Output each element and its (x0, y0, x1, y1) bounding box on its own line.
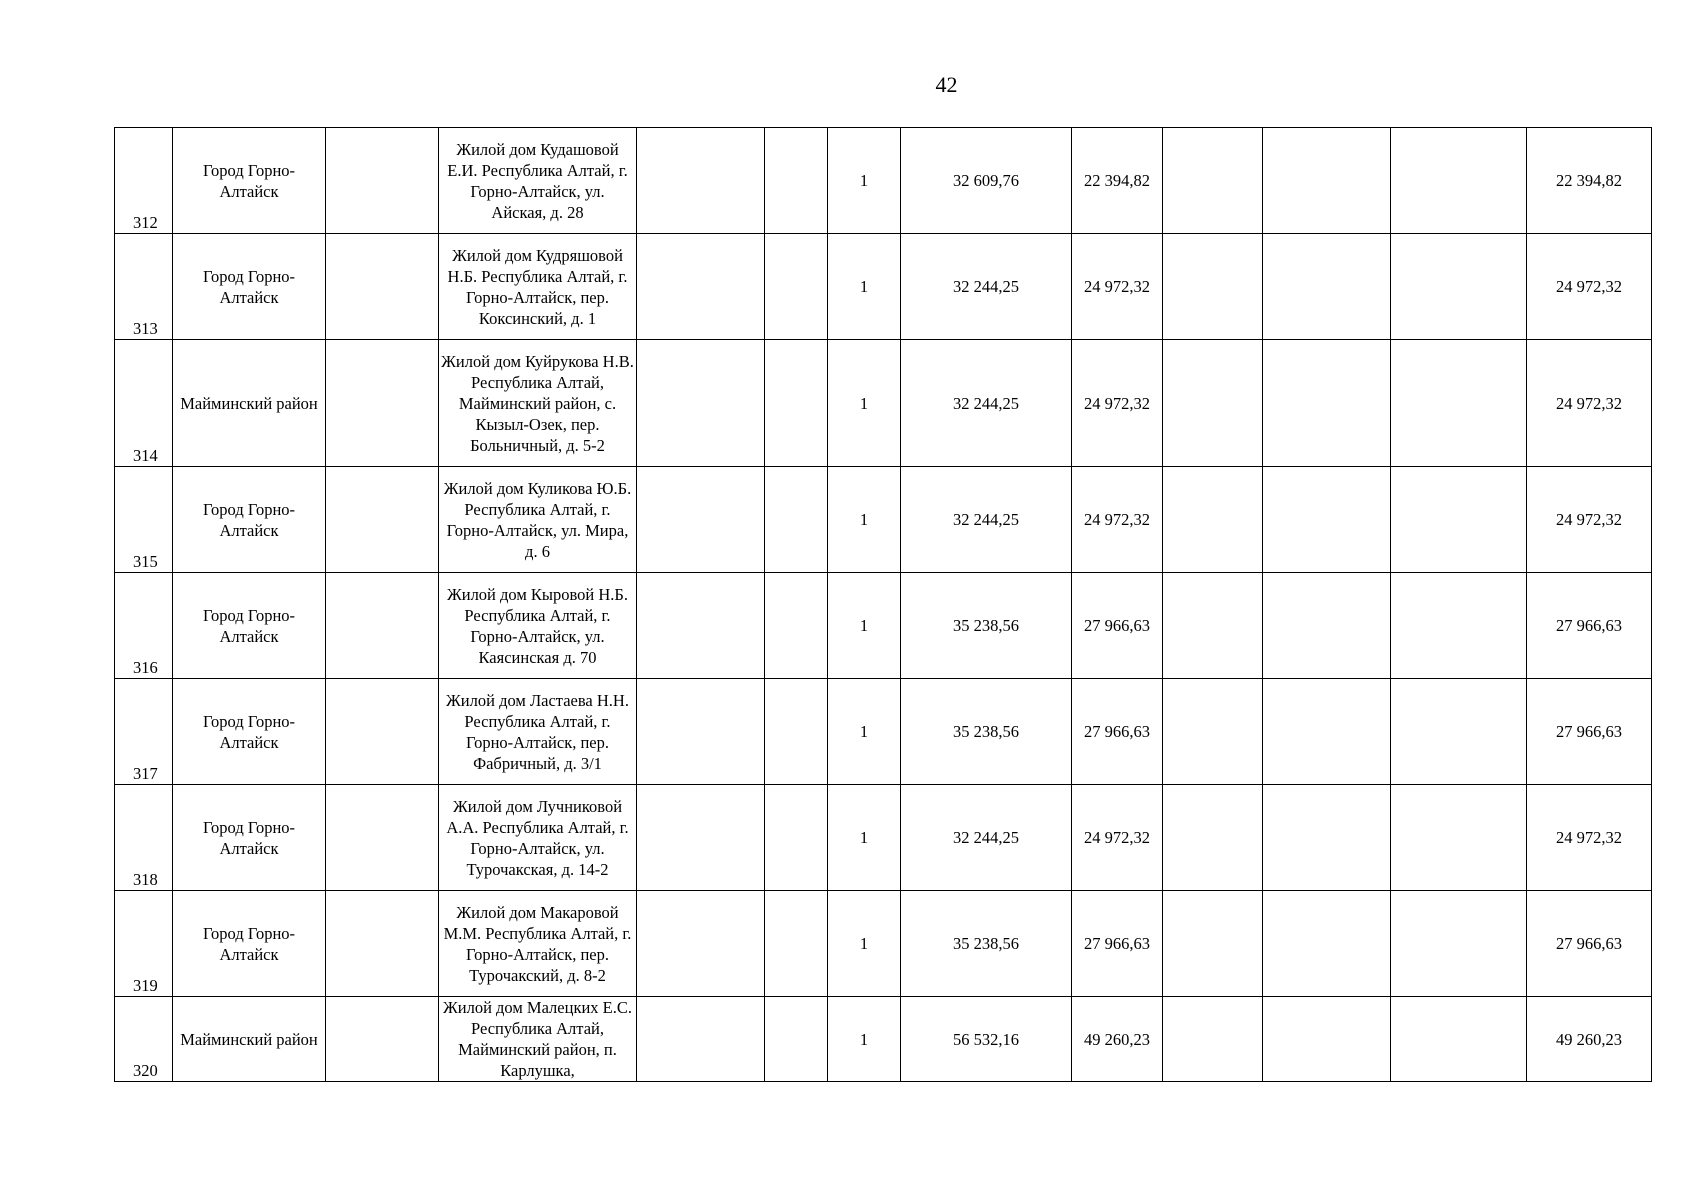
total-cell: 32 609,76 (901, 128, 1072, 234)
empty-cell (765, 340, 828, 467)
municipality-cell: Город Горно-Алтайск (173, 128, 326, 234)
municipality-cell: Город Горно-Алтайск (173, 467, 326, 573)
address-cell: Жилой дом Куйрукова Н.В. Республика Алтай, Майминский район, с. Кызыл-Озек, пер. Больничный, д. 5-2 (439, 340, 637, 467)
amount-cell: 24 972,32 (1072, 785, 1163, 891)
municipality-cell: Майминский район (173, 997, 326, 1082)
empty-cell (1163, 467, 1263, 573)
table-row (115, 997, 1652, 1082)
total-cell: 32 244,25 (901, 467, 1072, 573)
table-row (115, 128, 1652, 234)
final-cell: 24 972,32 (1527, 467, 1652, 573)
count-cell: 1 (828, 891, 901, 997)
empty-cell (1391, 340, 1527, 467)
final-cell: 24 972,32 (1527, 234, 1652, 340)
total-cell: 32 244,25 (901, 340, 1072, 467)
row-number: 314 (115, 340, 173, 467)
row-number: 317 (115, 679, 173, 785)
empty-cell (1163, 128, 1263, 234)
count-cell: 1 (828, 128, 901, 234)
amount-cell: 27 966,63 (1072, 891, 1163, 997)
address-cell: Жилой дом Ластаева Н.Н. Республика Алтай, г. Горно-Алтайск, пер. Фабричный, д. 3/1 (439, 679, 637, 785)
final-cell: 27 966,63 (1527, 891, 1652, 997)
empty-cell (326, 891, 439, 997)
empty-cell (637, 891, 765, 997)
final-cell: 27 966,63 (1527, 573, 1652, 679)
address-cell: Жилой дом Лучниковой А.А. Республика Алтай, г. Горно-Алтайск, ул. Турочакская, д. 14-2 (439, 785, 637, 891)
empty-cell (637, 234, 765, 340)
empty-cell (765, 679, 828, 785)
row-number: 319 (115, 891, 173, 997)
table-row (115, 467, 1652, 573)
row-number: 318 (115, 785, 173, 891)
empty-cell (326, 679, 439, 785)
empty-cell (326, 340, 439, 467)
table-row (115, 679, 1652, 785)
address-cell: Жилой дом Куликова Ю.Б. Республика Алтай, г. Горно-Алтайск, ул. Мира, д. 6 (439, 467, 637, 573)
empty-cell (765, 234, 828, 340)
total-cell: 35 238,56 (901, 891, 1072, 997)
total-cell: 35 238,56 (901, 679, 1072, 785)
count-cell: 1 (828, 573, 901, 679)
empty-cell (765, 573, 828, 679)
empty-cell (326, 234, 439, 340)
empty-cell (1391, 128, 1527, 234)
empty-cell (765, 997, 828, 1082)
data-table (114, 127, 1652, 1082)
count-cell: 1 (828, 234, 901, 340)
empty-cell (1263, 467, 1391, 573)
total-cell: 32 244,25 (901, 785, 1072, 891)
empty-cell (1263, 679, 1391, 785)
table-body (115, 128, 1652, 1082)
row-number: 315 (115, 467, 173, 573)
final-cell: 22 394,82 (1527, 128, 1652, 234)
municipality-cell: Майминский район (173, 340, 326, 467)
table-row (115, 785, 1652, 891)
amount-cell: 22 394,82 (1072, 128, 1163, 234)
count-cell: 1 (828, 467, 901, 573)
amount-cell: 49 260,23 (1072, 997, 1163, 1082)
count-cell: 1 (828, 997, 901, 1082)
address-cell: Жилой дом Кудряшовой Н.Б. Республика Алтай, г. Горно-Алтайск, пер. Коксинский, д. 1 (439, 234, 637, 340)
empty-cell (1391, 997, 1527, 1082)
final-cell: 24 972,32 (1527, 340, 1652, 467)
empty-cell (637, 467, 765, 573)
empty-cell (1391, 234, 1527, 340)
municipality-cell: Город Горно-Алтайск (173, 234, 326, 340)
address-cell: Жилой дом Кыровой Н.Б. Республика Алтай, г. Горно-Алтайск, ул. Каясинская д. 70 (439, 573, 637, 679)
empty-cell (637, 128, 765, 234)
empty-cell (326, 785, 439, 891)
count-cell: 1 (828, 340, 901, 467)
empty-cell (1391, 573, 1527, 679)
empty-cell (637, 997, 765, 1082)
amount-cell: 24 972,32 (1072, 234, 1163, 340)
row-number: 312 (115, 128, 173, 234)
total-cell: 56 532,16 (901, 997, 1072, 1082)
empty-cell (637, 340, 765, 467)
empty-cell (1163, 679, 1263, 785)
empty-cell (1263, 573, 1391, 679)
table-row (115, 573, 1652, 679)
municipality-cell: Город Горно-Алтайск (173, 679, 326, 785)
empty-cell (1263, 128, 1391, 234)
empty-cell (1163, 785, 1263, 891)
empty-cell (1391, 679, 1527, 785)
empty-cell (1163, 891, 1263, 997)
address-cell: Жилой дом Макаровой М.М. Республика Алтай, г. Горно-Алтайск, пер. Турочакский, д. 8-2 (439, 891, 637, 997)
empty-cell (765, 891, 828, 997)
empty-cell (326, 467, 439, 573)
total-cell: 32 244,25 (901, 234, 1072, 340)
table-row (115, 234, 1652, 340)
empty-cell (1263, 785, 1391, 891)
empty-cell (1391, 785, 1527, 891)
address-cell: Жилой дом Малецких Е.С. Республика Алтай, Майминский район, п. Карлушка, (439, 997, 637, 1082)
page-number: 42 (935, 72, 958, 97)
amount-cell: 27 966,63 (1072, 573, 1163, 679)
empty-cell (326, 997, 439, 1082)
table-row (115, 891, 1652, 997)
count-cell: 1 (828, 679, 901, 785)
empty-cell (326, 128, 439, 234)
empty-cell (765, 467, 828, 573)
address-cell: Жилой дом Кудашовой Е.И. Республика Алтай, г. Горно-Алтайск, ул. Айская, д. 28 (439, 128, 637, 234)
empty-cell (1163, 340, 1263, 467)
empty-cell (765, 128, 828, 234)
empty-cell (1163, 234, 1263, 340)
amount-cell: 27 966,63 (1072, 679, 1163, 785)
empty-cell (1263, 891, 1391, 997)
row-number: 316 (115, 573, 173, 679)
final-cell: 49 260,23 (1527, 997, 1652, 1082)
empty-cell (1163, 997, 1263, 1082)
empty-cell (1391, 467, 1527, 573)
empty-cell (1263, 340, 1391, 467)
count-cell: 1 (828, 785, 901, 891)
empty-cell (637, 679, 765, 785)
municipality-cell: Город Горно-Алтайск (173, 573, 326, 679)
row-number: 320 (115, 997, 173, 1082)
empty-cell (1263, 997, 1391, 1082)
empty-cell (1391, 891, 1527, 997)
empty-cell (326, 573, 439, 679)
row-number: 313 (115, 234, 173, 340)
final-cell: 27 966,63 (1527, 679, 1652, 785)
total-cell: 35 238,56 (901, 573, 1072, 679)
empty-cell (637, 785, 765, 891)
table-row (115, 340, 1652, 467)
amount-cell: 24 972,32 (1072, 467, 1163, 573)
municipality-cell: Город Горно-Алтайск (173, 891, 326, 997)
final-cell: 24 972,32 (1527, 785, 1652, 891)
municipality-cell: Город Горно-Алтайск (173, 785, 326, 891)
empty-cell (1163, 573, 1263, 679)
empty-cell (637, 573, 765, 679)
empty-cell (1263, 234, 1391, 340)
empty-cell (765, 785, 828, 891)
amount-cell: 24 972,32 (1072, 340, 1163, 467)
